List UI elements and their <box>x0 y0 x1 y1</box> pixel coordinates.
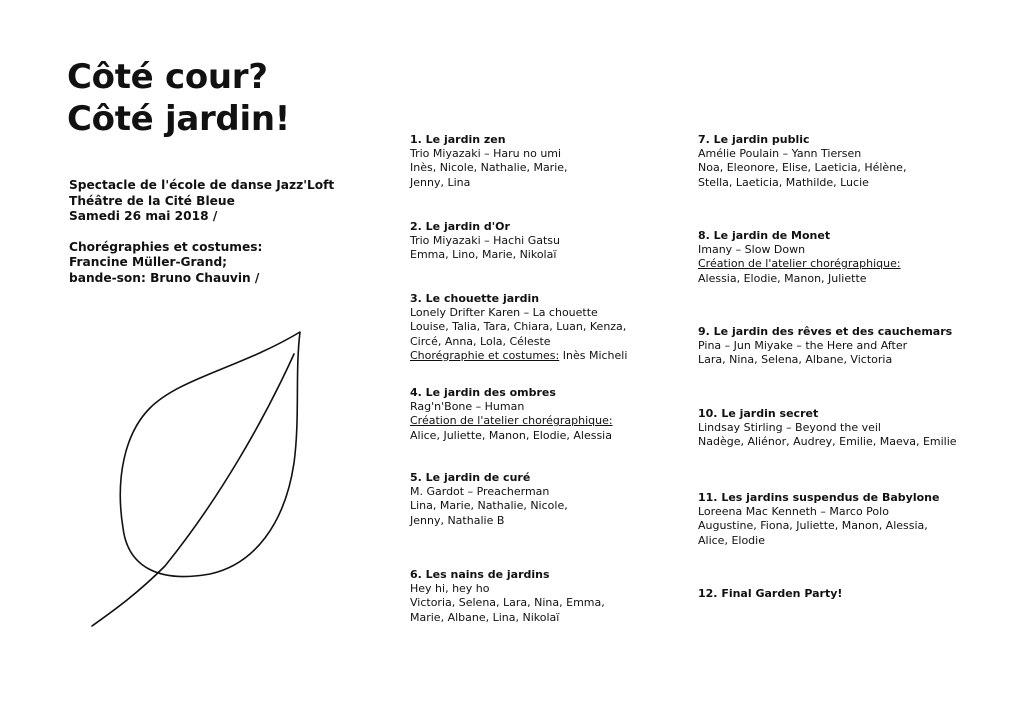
item-line: Nadège, Aliénor, Audrey, Emilie, Maeva, Emilie <box>698 435 957 449</box>
item-line: Jenny, Nathalie B <box>410 513 505 527</box>
program-item-10 <box>698 407 957 450</box>
item-title: 9. Le jardin des rêves et des cauchemars <box>698 325 953 338</box>
item-line: Jenny, Lina <box>410 175 471 189</box>
info-line-2: Théâtre de la Cité Bleue <box>69 193 235 208</box>
page-title <box>67 56 290 140</box>
item-line: Lara, Nina, Selena, Albane, Victoria <box>698 353 893 367</box>
program-item-8 <box>698 229 901 286</box>
program-item-1 <box>410 133 568 190</box>
item-line: Trio Miyazaki – Hachi Gatsu <box>410 234 561 248</box>
item-line: Imany – Slow Down <box>698 243 806 257</box>
program-item-6 <box>410 568 605 625</box>
program-item-3 <box>410 292 627 363</box>
item-title: 10. Le jardin secret <box>698 407 819 420</box>
program-item-11 <box>698 491 939 548</box>
item-line: Augustine, Fiona, Juliette, Manon, Alessia, <box>698 519 928 533</box>
program-item-12 <box>698 587 842 601</box>
show-info <box>69 178 334 286</box>
item-title: 2. Le jardin d'Or <box>410 220 510 233</box>
program-item-7 <box>698 133 906 190</box>
item-line: Noa, Eleonore, Elise, Laeticia, Hélène, <box>698 161 907 175</box>
info-line-4: Chorégraphies et costumes: <box>69 239 263 254</box>
credit-label: Chorégraphie et costumes: <box>410 348 560 362</box>
item-line: Emma, Lino, Marie, Nikolaï <box>410 248 557 262</box>
item-title: 6. Les nains de jardins <box>410 568 550 581</box>
item-title: 3. Le chouette jardin <box>410 292 540 305</box>
item-line: Hey hi, hey ho <box>410 582 490 596</box>
item-line: Circé, Anna, Lola, Céleste <box>410 334 551 348</box>
credit-value: Inès Micheli <box>559 348 628 362</box>
program-item-4 <box>410 386 613 443</box>
program-item-2 <box>410 220 560 263</box>
item-title: 8. Le jardin de Monet <box>698 229 831 242</box>
atelier-label: Création de l'atelier chorégraphique: <box>698 257 901 271</box>
info-line-6: bande-son: Bruno Chauvin / <box>69 270 260 285</box>
item-line: Victoria, Selena, Lara, Nina, Emma, <box>410 596 605 610</box>
item-line: Pina – Jun Miyake – the Here and After <box>698 339 908 353</box>
item-line: Inès, Nicole, Nathalie, Marie, <box>410 161 568 175</box>
item-title: 4. Le jardin des ombres <box>410 386 556 399</box>
item-line: Marie, Albane, Lina, Nikolaï <box>410 610 560 624</box>
item-title: 12. Final Garden Party! <box>698 587 843 600</box>
item-line: Amélie Poulain – Yann Tiersen <box>698 147 862 161</box>
item-line: Lonely Drifter Karen – La chouette <box>410 306 598 320</box>
item-credit <box>410 349 627 363</box>
item-line: Rag'n'Bone – Human <box>410 400 525 414</box>
item-line: Alice, Juliette, Manon, Elodie, Alessia <box>410 428 612 442</box>
program-item-9 <box>698 325 952 368</box>
title-line-2: Côté jardin! <box>67 99 290 139</box>
atelier-label: Création de l'atelier chorégraphique: <box>410 414 613 428</box>
info-line-5: Francine Müller-Grand; <box>69 255 228 269</box>
leaf-icon <box>90 328 306 628</box>
item-line: Trio Miyazaki – Haru no umi <box>410 147 562 161</box>
item-line: Alessia, Elodie, Manon, Juliette <box>698 271 867 285</box>
title-line-1: Côté cour? <box>67 57 268 97</box>
item-title: 1. Le jardin zen <box>410 133 506 146</box>
leaf-outline <box>120 332 300 577</box>
item-title: 11. Les jardins suspendus de Babylone <box>698 491 940 504</box>
item-title: 7. Le jardin public <box>698 133 810 146</box>
info-line-3: Samedi 26 mai 2018 / <box>69 209 218 223</box>
item-line: Lina, Marie, Nathalie, Nicole, <box>410 499 568 513</box>
item-line: Lindsay Stirling – Beyond the veil <box>698 421 881 435</box>
leaf-vein <box>92 354 294 626</box>
info-gap <box>69 225 334 240</box>
item-line: Louise, Talia, Tara, Chiara, Luan, Kenza, <box>410 320 627 334</box>
item-line: Loreena Mac Kenneth – Marco Polo <box>698 505 889 519</box>
info-line-1: Spectacle de l'école de danse Jazz'Loft <box>69 178 335 192</box>
item-line: Stella, Laeticia, Mathilde, Lucie <box>698 175 869 189</box>
item-line: Alice, Elodie <box>698 533 765 547</box>
program-item-5 <box>410 471 568 528</box>
item-title: 5. Le jardin de curé <box>410 471 531 484</box>
item-line: M. Gardot – Preacherman <box>410 485 550 499</box>
